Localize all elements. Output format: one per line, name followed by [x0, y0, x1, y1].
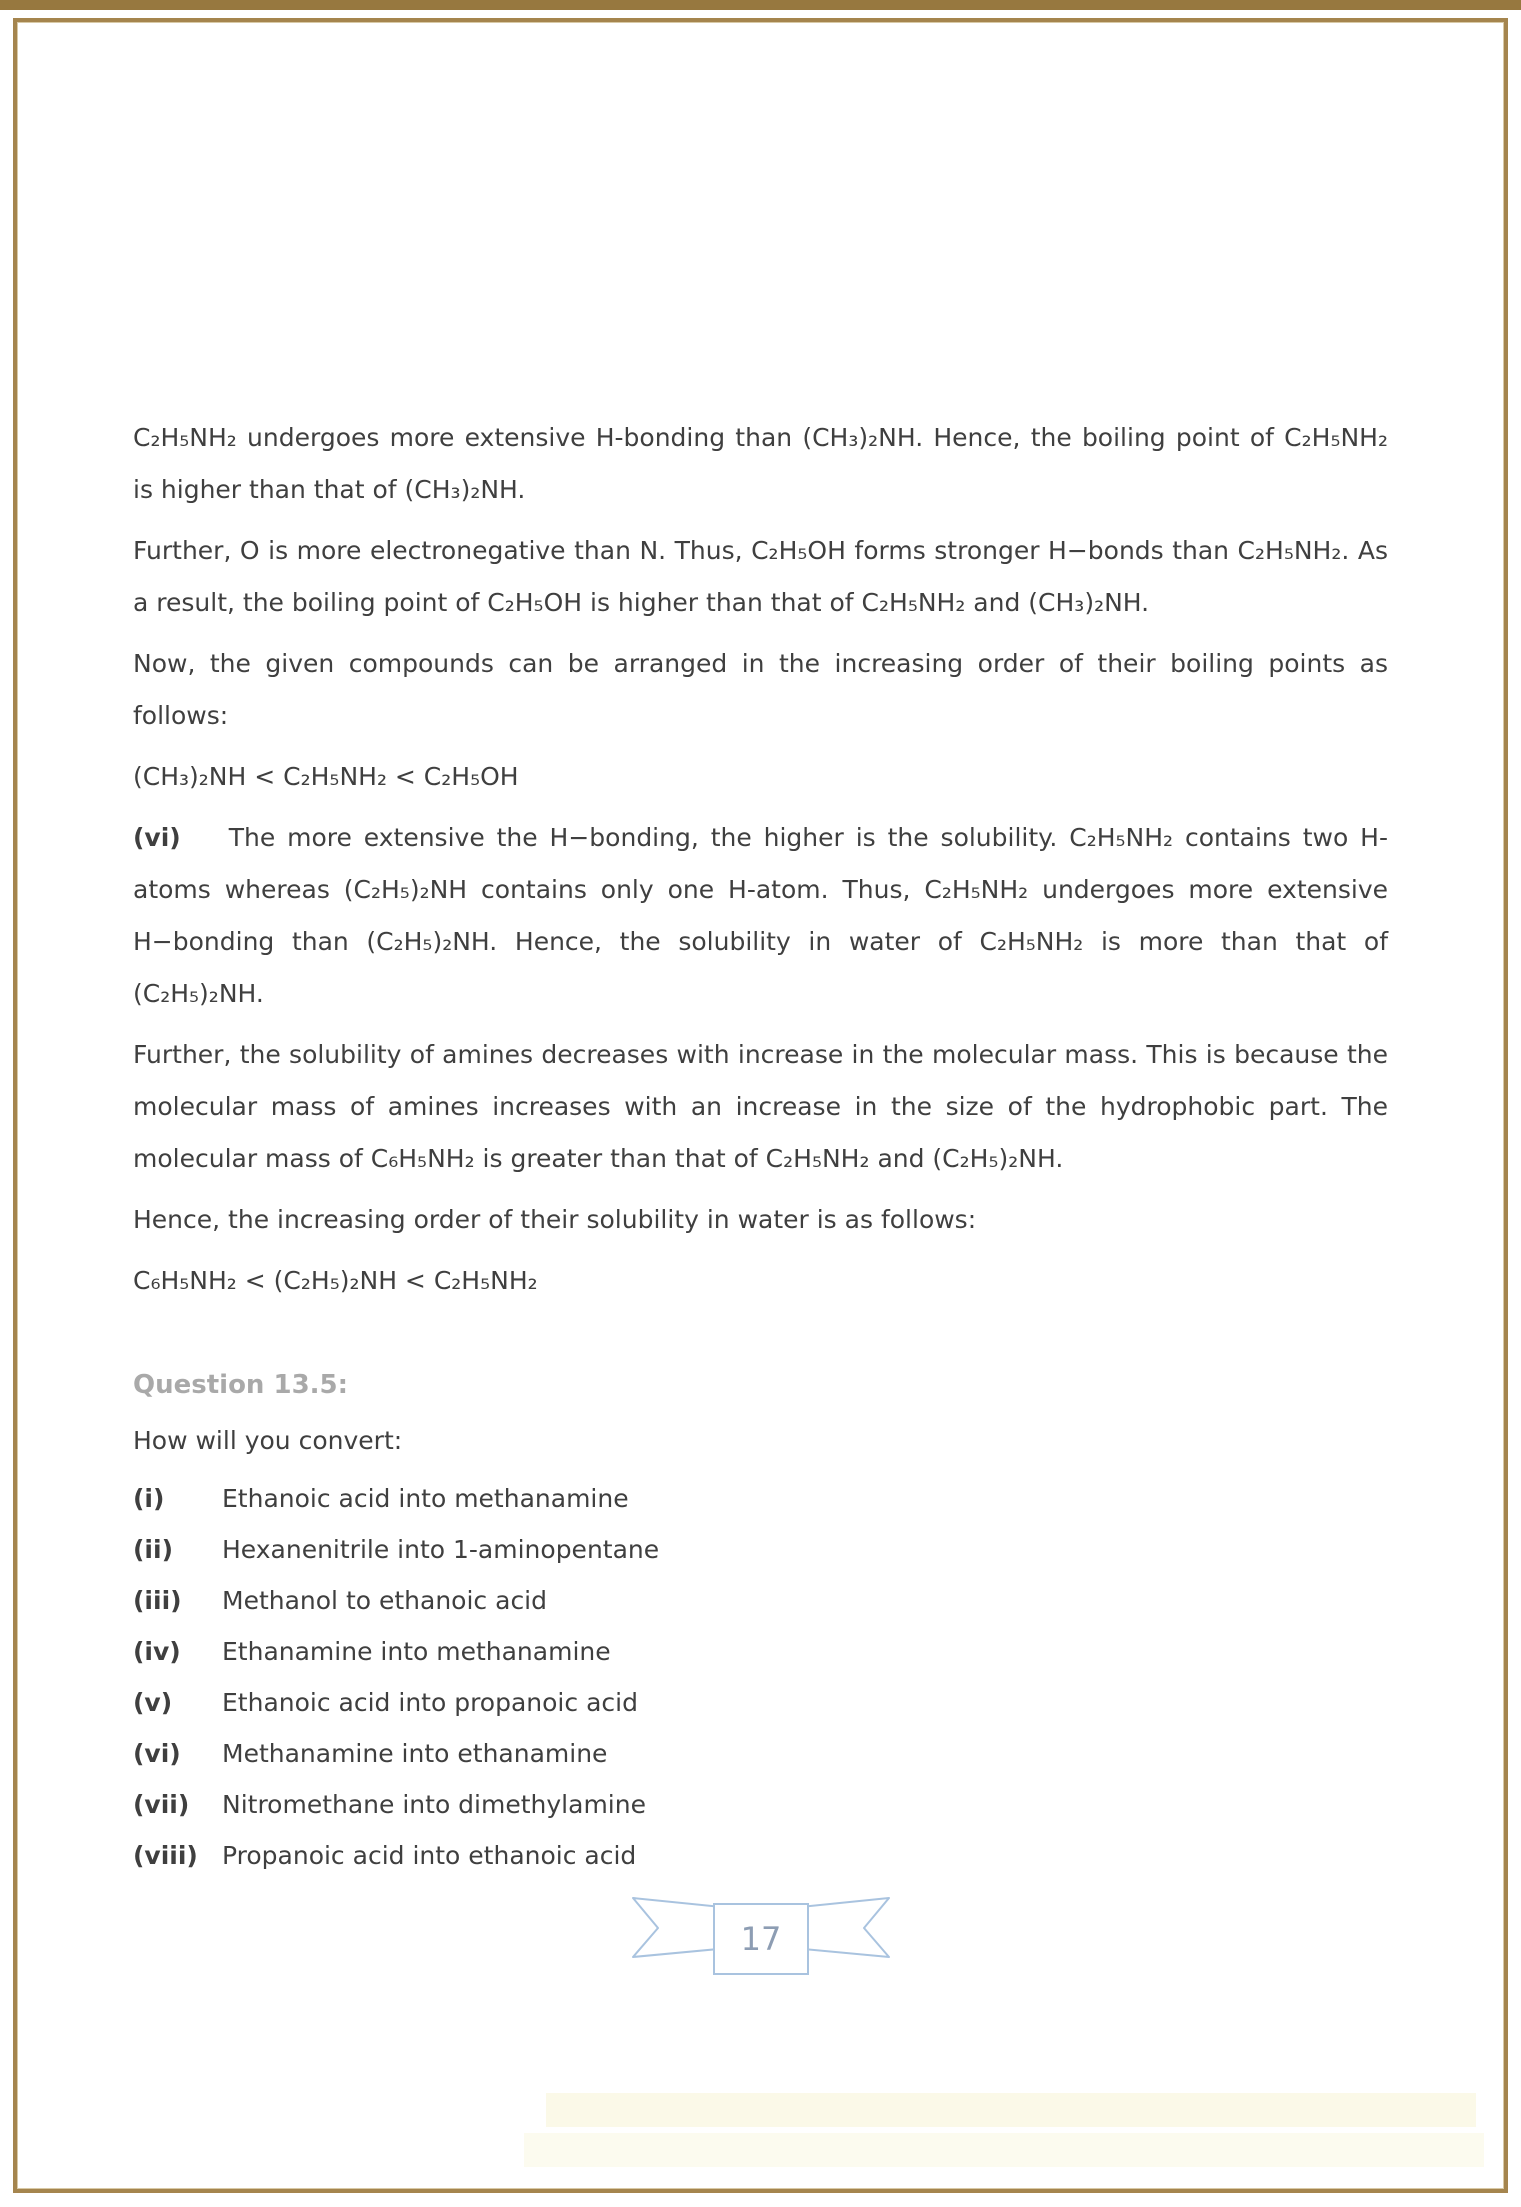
- list-item: [133, 1473, 1388, 1524]
- item-text: Methanol to ethanoic acid: [222, 1586, 547, 1615]
- page-number-ribbon: [133, 1895, 1388, 1987]
- item-text: Hexanenitrile into 1-aminopentane: [222, 1535, 660, 1564]
- item-label: (v): [133, 1688, 173, 1717]
- ribbon-banner-icon: [611, 1895, 911, 1987]
- item-text: Ethanoic acid into methanamine: [222, 1484, 629, 1513]
- list-item: [133, 1575, 1388, 1626]
- question-intro: How will you convert:: [133, 1426, 403, 1455]
- paragraph-boiling-point-1: C₂H₅NH₂ undergoes more extensive H-bonding than (CH₃)₂NH. Hence, the boiling point of C₂H₅NH₂ is higher than that of (CH₃)₂NH.: [133, 423, 1388, 504]
- part-label-vi: (vi): [133, 823, 181, 852]
- paragraph-solubility-text: The more extensive the H−bonding, the higher is the solubility. C₂H₅NH₂ contains two H-atoms whereas (C₂H₅)₂NH contains only one H-atom. Thus, C₂H₅NH₂ undergoes more extensive H−bonding than (C₂H₅)₂NH. Hence, the solubility in water of C₂H₅NH₂ is more than that of (C₂H₅)₂NH.: [133, 823, 1388, 1008]
- document-content: [17, 22, 1504, 1987]
- formula-boiling-point-order: (CH₃)₂NH < C₂H₅NH₂ < C₂H₅OH: [133, 762, 519, 791]
- item-text: Nitromethane into dimethylamine: [222, 1790, 646, 1819]
- item-label: (iii): [133, 1586, 182, 1615]
- formula-solubility-order: C₆H₅NH₂ < (C₂H₅)₂NH < C₂H₅NH₂: [133, 1266, 538, 1295]
- item-label: (vii): [133, 1790, 190, 1819]
- list-item: [133, 1626, 1388, 1677]
- list-item: [133, 1728, 1388, 1779]
- page-top-border-band: [0, 0, 1521, 10]
- page-number: 17: [740, 1920, 781, 1958]
- list-item: [133, 1677, 1388, 1728]
- item-text: Ethanamine into methanamine: [222, 1637, 611, 1666]
- paragraph-electronegativity: Further, O is more electronegative than N. Thus, C₂H₅OH forms stronger H−bonds than C₂H₅NH₂. As a result, the boiling point of C₂H₅OH is higher than that of C₂H₅NH₂ and (CH₃)₂NH.: [133, 536, 1388, 617]
- item-text: Propanoic acid into ethanoic acid: [222, 1841, 637, 1870]
- document-page: [13, 18, 1508, 2193]
- conversion-list: [133, 1473, 1388, 1881]
- item-text: Methanamine into ethanamine: [222, 1739, 608, 1768]
- list-item: [133, 1524, 1388, 1575]
- question-heading: Question 13.5:: [133, 1370, 349, 1400]
- item-label: (iv): [133, 1637, 181, 1666]
- item-label: (viii): [133, 1841, 198, 1870]
- item-label: (ii): [133, 1535, 173, 1564]
- item-text: Ethanoic acid into propanoic acid: [222, 1688, 638, 1717]
- paragraph-solubility: [133, 812, 1388, 1020]
- paragraph-molecular-mass: Further, the solubility of amines decreases with increase in the molecular mass. This is because the molecular mass of amines increases with an increase in the size of the hydrophobic part. The molecular mass of C₆H₅NH₂ is greater than that of C₂H₅NH₂ and (C₂H₅)₂NH.: [133, 1040, 1388, 1173]
- scan-artifact: [524, 2133, 1484, 2167]
- item-label: (vi): [133, 1739, 181, 1768]
- scan-artifact: [546, 2093, 1476, 2127]
- list-item: [133, 1779, 1388, 1830]
- list-item: [133, 1830, 1388, 1881]
- paragraph-increasing-order-intro: Now, the given compounds can be arranged in the increasing order of their boiling points as follows:: [133, 649, 1388, 730]
- item-label: (i): [133, 1484, 165, 1513]
- paragraph-solubility-order-intro: Hence, the increasing order of their solubility in water is as follows:: [133, 1205, 977, 1234]
